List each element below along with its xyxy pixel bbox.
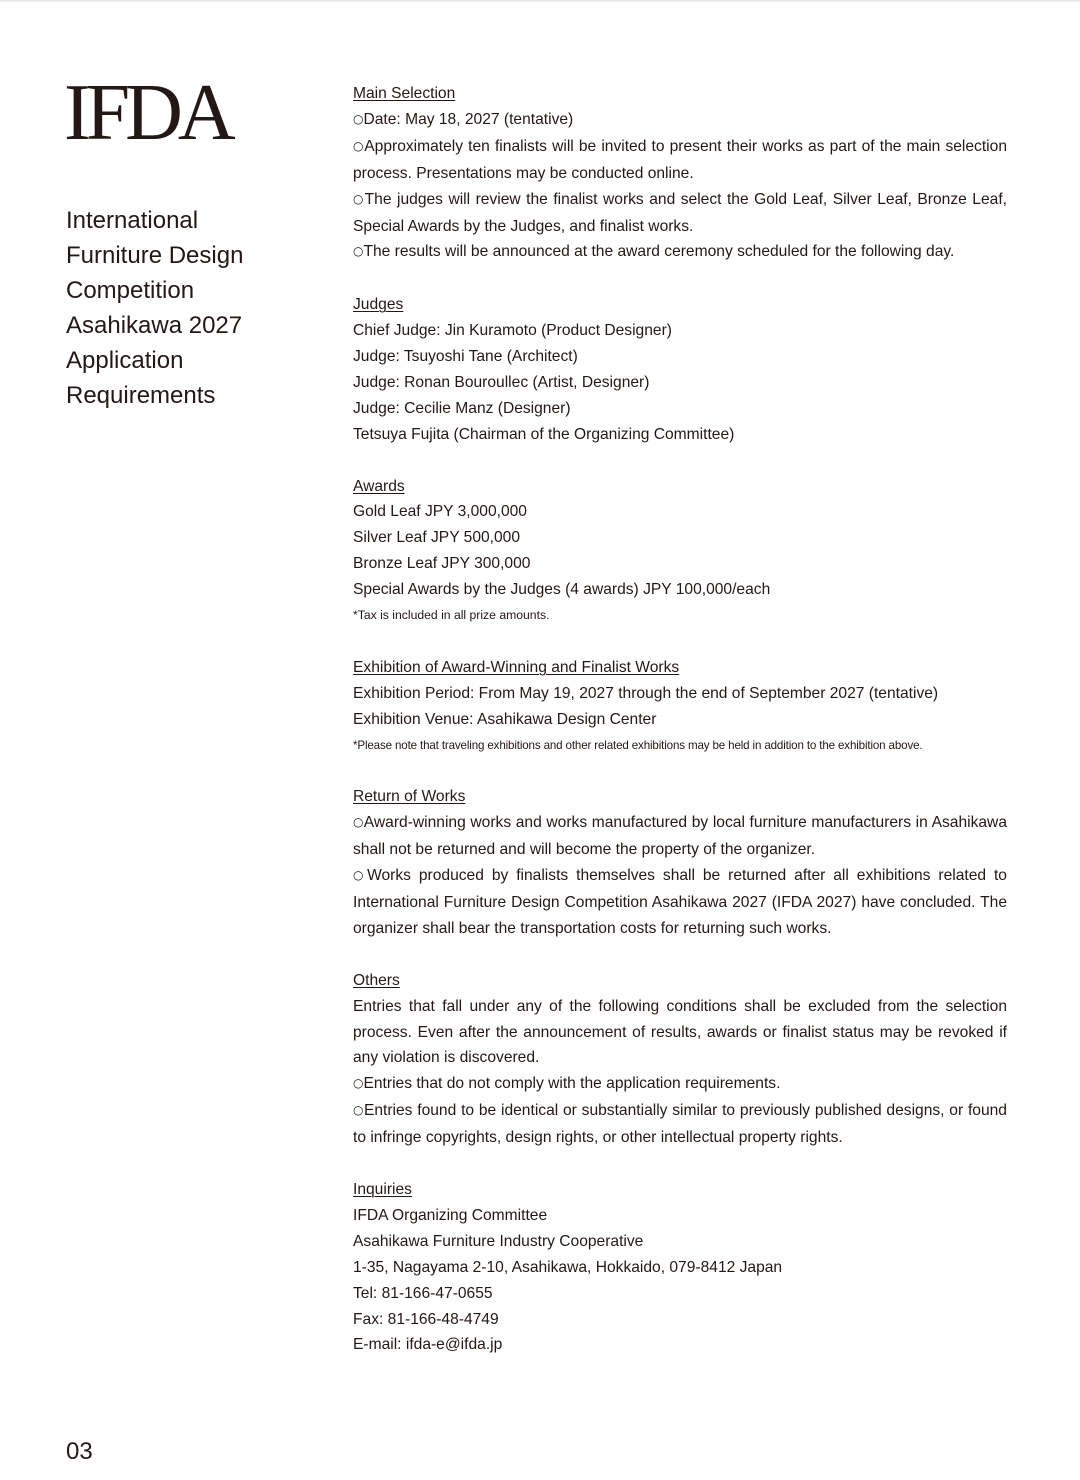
contact-line: IFDA Organizing Committee <box>353 1206 548 1224</box>
section-heading: Exhibition of Award-Winning and Finalist Works <box>353 658 680 676</box>
bullet-item <box>353 1071 1007 1098</box>
ifda-logo: IFDA <box>64 69 231 157</box>
contact-email: E-mail: ifda-e@ifda.jp <box>353 1336 503 1354</box>
judge-line: Judge: Ronan Bouroullec (Artist, Designer) <box>353 373 650 391</box>
section-heading: Awards <box>353 477 405 495</box>
judge-line: Judge: Tsuyoshi Tane (Architect) <box>353 348 578 366</box>
section-heading: Main Selection <box>353 85 456 102</box>
section-heading: Return of Works <box>353 788 466 806</box>
section-exhibition <box>353 655 1007 759</box>
section-inquiries <box>353 1177 1007 1358</box>
contact-line: Asahikawa Furniture Industry Cooperative <box>353 1232 644 1250</box>
award-line: Gold Leaf JPY 3,000,000 <box>353 503 527 521</box>
section-return-of-works <box>353 784 1007 941</box>
section-heading: Others <box>353 971 400 989</box>
page-title-line: Requirements <box>66 382 216 409</box>
bullet-item <box>353 239 1007 266</box>
others-intro: Entries that fall under any of the following conditions shall be excluded from the selection process. Even after the announcement of results, awards or finalist status may be revoked if any violation is discovered. <box>353 997 1007 1067</box>
bullet-text: The judges will review the finalist works and select the Gold Leaf, Silver Leaf, Bronze Leaf, Special Awards by the Judges, and finalist works. <box>353 190 1007 235</box>
contact-address: 1-35, Nagayama 2-10, Asahikawa, Hokkaido, 079-8412 Japan <box>353 1258 783 1276</box>
bullet-item <box>353 107 1007 134</box>
page-title-line: Competition <box>66 277 195 304</box>
judge-line: Tetsuya Fujita (Chairman of the Organizing Committee) <box>353 425 735 443</box>
top-divider <box>0 0 1080 2</box>
section-judges <box>353 292 1007 447</box>
bullet-text: Award-winning works and works manufactured by local furniture manufacturers in Asahikawa shall not be returned and will become the property of the organizer. <box>353 814 1007 859</box>
bullet-text: Approximately ten finalists will be invited to present their works as part of the main selection process. Presentations may be conducted online. <box>353 137 1007 182</box>
footnote: *Tax is included in all prize amounts. <box>353 608 550 623</box>
judge-line: Chief Judge: Jin Kuramoto (Product Designer) <box>353 322 672 340</box>
bullet-text: The results will be announced at the award ceremony scheduled for the following day. <box>363 243 955 261</box>
footnote: *Please note that traveling exhibitions and other related exhibitions may be held in addition to the exhibition above. <box>353 738 923 752</box>
page-title-line: Asahikawa 2027 <box>66 312 243 339</box>
judge-line: Judge: Cecilie Manz (Designer) <box>353 399 571 417</box>
main-content <box>353 81 1007 1384</box>
page-title-line: Furniture Design <box>66 242 244 269</box>
section-others <box>353 968 1007 1151</box>
contact-tel: Tel: 81-166-47-0655 <box>353 1284 493 1302</box>
section-heading: Inquiries <box>353 1180 412 1198</box>
bullet-text: Works produced by finalists themselves shall be returned after all exhibitions related to International Furniture Design Competition Asahikawa 2027 (IFDA 2027) have concluded. The organizer shall bear the transportation costs for returning such works. <box>353 867 1007 937</box>
section-heading: Judges <box>353 296 404 314</box>
bullet-item <box>353 810 1007 863</box>
bullet-item <box>353 1098 1007 1151</box>
section-main-selection <box>353 81 1007 266</box>
award-line: Bronze Leaf JPY 300,000 <box>353 555 531 573</box>
bullet-text: Entries found to be identical or substantially similar to previously published designs, or found to infringe copyrights, design rights, or other intellectual property rights. <box>353 1102 1007 1147</box>
section-awards <box>353 474 1007 629</box>
bullet-text: Entries that do not comply with the application requirements. <box>363 1075 781 1093</box>
page-title-line: International <box>66 207 199 234</box>
award-line: Special Awards by the Judges (4 awards) JPY 100,000/each <box>353 581 771 599</box>
page-title <box>66 203 306 413</box>
contact-fax: Fax: 81-166-48-4749 <box>353 1310 499 1328</box>
exhibition-line: Exhibition Venue: Asahikawa Design Center <box>353 710 657 728</box>
award-line: Silver Leaf JPY 500,000 <box>353 529 521 547</box>
bullet-item <box>353 863 1007 942</box>
page-title-line: Application <box>66 347 184 374</box>
page-number: 03 <box>66 1438 93 1465</box>
bullet-item <box>353 134 1007 187</box>
bullet-text: Date: May 18, 2027 (tentative) <box>363 110 574 128</box>
exhibition-line: Exhibition Period: From May 19, 2027 through the end of September 2027 (tentative) <box>353 684 939 702</box>
bullet-item <box>353 187 1007 240</box>
